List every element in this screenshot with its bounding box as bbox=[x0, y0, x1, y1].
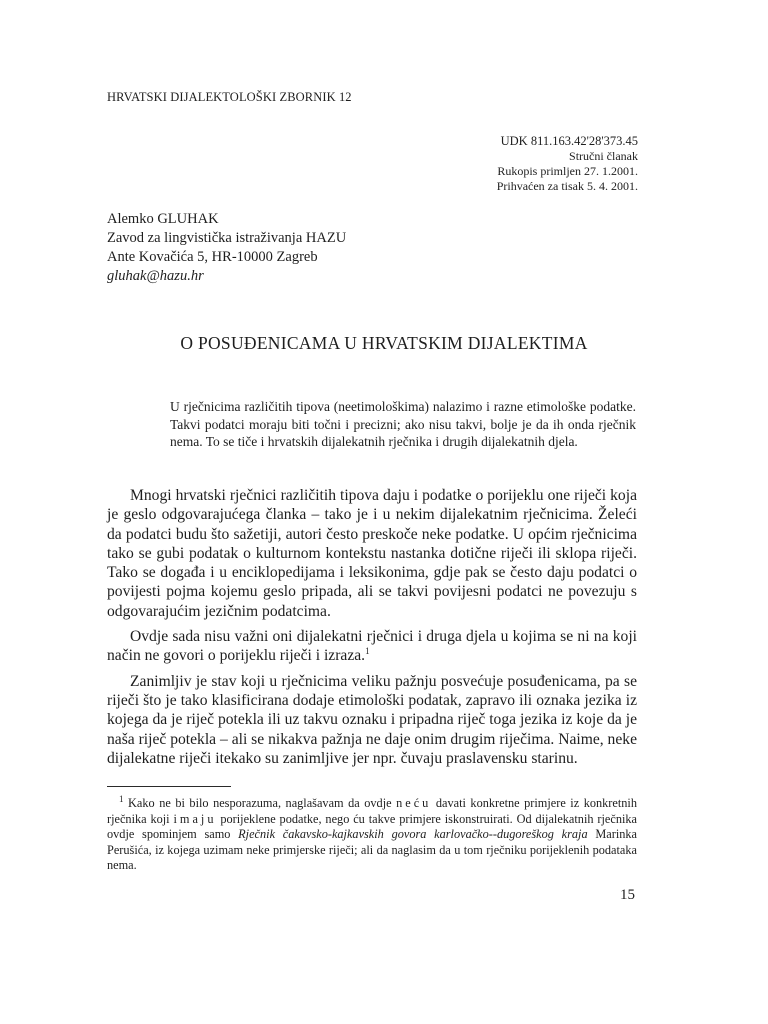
accepted-date: Prihvaćen za tisak 5. 4. 2001. bbox=[496, 179, 638, 193]
footnote-book-title: Rječnik čakavsko-kajkavskih govora karlovačko--dugoreškog kraja bbox=[238, 827, 588, 841]
footnote-divider bbox=[107, 786, 231, 787]
paragraph-3-text: Zanimljiv je stav koji u rječnicima veliku pažnju posvećuje posuđenicama, pa se riječi što je tako klasificirana dodaje etimološki podatak, zapravo ili oznaka jezika iz kojega da je riječ potekla ili uz takvu oznaku i pripadna riječ toga jezika iz koje da je naša riječ potekla – ali se nikakva pažnja ne daje onim drugim riječima. Naime, neke dijalekatne riječi itekako su zanimljive jer npr. čuvaju praslavensku starinu. bbox=[107, 672, 637, 767]
footnote-1 bbox=[107, 793, 638, 874]
article-type: Stručni članak bbox=[569, 149, 638, 163]
footnote-text-4: Marinka Perušića, iz kojega uzimam neke primjerske riječi; ali da naglasim da u tom rječniku porijeklenih podataka nema. bbox=[107, 827, 638, 872]
footnote-number: 1 bbox=[119, 793, 124, 804]
article-metadata bbox=[497, 134, 638, 194]
received-date: Rukopis primljen 27. 1.2001. bbox=[497, 164, 638, 178]
footnote-text-3: porijeklene podatke, nego ću takve primjere iskonstruirati. Od dijalekatnih rječnika ovdje spominjem samo bbox=[107, 811, 637, 841]
author-address: Ante Kovačića 5, HR-10000 Zagreb bbox=[107, 249, 318, 265]
footnote-text-1: Kako ne bi bilo nesporazuma, naglašavam da ovdje bbox=[128, 796, 392, 810]
paragraph-1 bbox=[107, 486, 637, 621]
paragraph-2 bbox=[107, 627, 637, 666]
journal-header: HRVATSKI DIJALEKTOLOŠKI ZBORNIK 12 bbox=[107, 90, 352, 104]
udk-code: UDK 811.163.42'28'373.45 bbox=[500, 134, 638, 148]
abstract: U rječnicima različitih tipova (neetimološkima) nalazimo i razne etimološke podatke. Takvi podatci moraju biti točni i precizni; ako nisu takvi, bolje je da ih onda rječnik nema. To se tiče i hrvatskih dijalekatnih rječnika i drugih dijalekatnih djela. bbox=[170, 399, 636, 449]
paragraph-2-text: Ovdje sada nisu važni oni dijalekatni rječnici i druga djela u kojima se ni na koji način ne govori o porijeklu riječi i izraza. bbox=[107, 628, 637, 665]
body-text bbox=[107, 486, 637, 774]
author-email: gluhak@hazu.hr bbox=[107, 268, 204, 284]
author-block bbox=[107, 210, 346, 286]
footnote-ref-1: 1 bbox=[365, 646, 370, 657]
paragraph-1-text: Mnogi hrvatski rječnici različitih tipova daju i podatke o porijeklu one riječi koja je geslo odgovarajućega članka – tako je i u nekim dijalekatnim rječnicima. Želeći da podatci budu što sažetiji, autori često preskoče neke podatke. U općim rječnicima tako se gubi podatak o kulturnom kontekstu nastanka dotične riječi ili sklopa riječi. Tako se događa i u enciklopedijama i leksikonima, gdje pak se često daju podatci o povijesti pojma kojemu geslo pripada, ali se takvi povijesni podatci ne povezuju s odgovarajućim jezičnim podatcima. bbox=[107, 487, 637, 620]
article-title: O POSUĐENICAMA U HRVATSKIM DIJALEKTIMA bbox=[180, 333, 588, 353]
page-number: 15 bbox=[620, 887, 635, 903]
footnote-spaced-word-1: neću bbox=[396, 796, 432, 810]
author-institution: Zavod za lingvistička istraživanja HAZU bbox=[107, 230, 347, 246]
footnote-text-2: davati konkretne primjere iz konkretnih rječnika koji bbox=[107, 796, 637, 826]
paragraph-3 bbox=[107, 672, 637, 768]
author-name: Alemko GLUHAK bbox=[107, 211, 219, 227]
footnote-spaced-word-2: imaju bbox=[173, 811, 217, 826]
